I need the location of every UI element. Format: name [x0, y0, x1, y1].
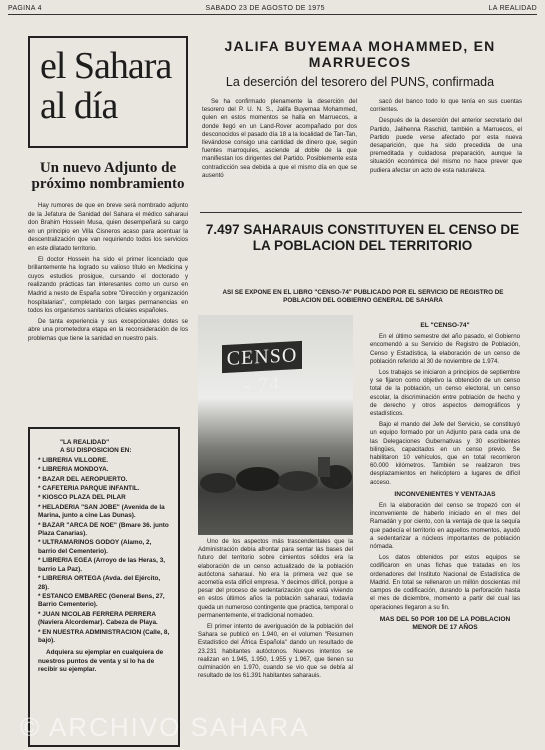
divider-rule: [200, 212, 522, 213]
archive-watermark: © ARCHIVO SAHARA: [20, 712, 310, 742]
masthead-line-1: el Sahara: [40, 45, 172, 87]
crowd-silhouette: [198, 455, 353, 495]
article1-headline: JALIFA BUYEMAA MOHAMMED, EN MARRUECOS: [224, 38, 496, 70]
section-heading-censo: EL "CENSO-74": [420, 322, 470, 329]
article2-right-column: [370, 318, 520, 635]
sales-point-item: * JUAN NICOLAB FERRERA PERRERA (Naviera Alcordemar). Cabeza de Playa.: [38, 610, 158, 627]
sales-point-item: * BAZAR DEL AEROPUERTO.: [38, 475, 128, 483]
page-header: [8, 2, 537, 15]
sales-points-box: [28, 427, 180, 747]
adjunto-body: [28, 202, 188, 344]
adjunto-paragraph: El doctor Hossein ha sido el primer licenciado que brillantemente ha logrado su valioso título en Medicina y cuyos estudios prosigue, cursando el doctorado y realizando prácticas tan interesantes como un curso en Madrid a nesto de España sobre "Dirección y organización hospitalarias", completado con largas permanencias en todos los organismos sanitarios oficiales españoles.: [28, 255, 188, 315]
article2-left-column: [198, 538, 353, 683]
sales-point-item: * LIBRERIA VILLODRE.: [38, 456, 109, 464]
sales-point-item: * BAZAR "ARCA DE NOE" (Bmare 36. junto Plaza Canarias).: [38, 521, 169, 538]
article2-paragraph: Bajo el mando del Jefe del Servicio, se constituyó un equipo formado por un Adjunto para cada una de las Delegaciones Gubernativas y 30 escribientes bilingües, capacitados en un censo previo. Se habilitaron 10 vehículos, que en total recorrieron 60.000 kilómetros. También se realizaron tres desplazamientos en helicóptero a lugares de difícil acceso.: [370, 421, 520, 486]
sales-point-item: * ESTANCO EMBAREC (General Bens, 27, Barrio Cementerio).: [38, 592, 165, 609]
article2-paragraph: Los trabajos se iniciaron a principios de septiembre y se fijaron como objetivo la obtención de un censo total de la población, un censo electoral, un censo escolar, la discriminación entre población de hecho y de derecho y otros aspectos demográficos y estadísticos.: [370, 369, 520, 418]
article2-paragraph: El primer intento de averiguación de la población del Sahara se publicó en 1.940, en el volumen "Resumen Estadístico del África Española" dando un resultado de 23.231 habitantes autóctonos. Nuevos intentos se realizan en 1.945, 1.950, 1.955 y 1.967, que tienen su culminación en 1.970, cuando se vio que se debía al resultado de los 61.391 habitantes saharauis.: [198, 623, 353, 680]
article2-headline: 7.497 SAHARAUIS CONSTITUYEN EL CENSO DE LA POBLACION DEL TERRITORIO: [205, 222, 520, 253]
issue-date: SABADO 23 DE AGOSTO DE 1975: [205, 4, 325, 12]
article1-paragraph: sacó del banco todo lo que tenía en sus cuentas corrientes.: [370, 98, 522, 114]
page-number: PAGINA 4: [8, 4, 42, 12]
article2-paragraph: Los datos obtenidos por estos equipos se codificaron en unas fichas que tratadas en los ordenadores del Instituto Nacional de Estadística de Madrid. En total se rellenaron un millón doscientas mil campos de codificación, durando la perforación hasta el mes de diciembre, momento a partir del cual las operaciones llegaron a su fin.: [370, 554, 520, 611]
adjunto-paragraph: Hay rumores de que en breve será nombrado adjunto de la Jefatura de Sanidad del Sahara el médico saharaui don Brahim Hossein Musa, quien desempeñará su cargo en un principio en Villa Cisneros acaso para acentuar la descentralización que van requiriendo todos los servicios en este dilatado territorio.: [28, 202, 188, 252]
sales-point-item: * EN NUESTRA ADMINISTRACION (Calle, 8, bajo).: [38, 628, 170, 644]
article1-paragraph: Se ha confirmado plenamente la deserción del tesorero del P. U. N. S., Jalifa Buyemaa Mohammed, quien en estos momentos se halla en Marruecos, a donde llegó en un Land-Rover acompañado por dos desconocidos el pasado día 18 a la localidad de Tan-Tan, llevándose consigo una cantidad de dinero que, según fuentes marroquíes, asciende al doble de la que manifiestan los dirigentes del Partido. Posiblemente esta contradicción sea debida a que el mismo día en que se ausentó: [202, 98, 357, 179]
article1-column-1: [202, 98, 357, 183]
adjunto-headline: Un nuevo Adjunto de próximo nombramiento: [31, 160, 185, 192]
box-subtitle: A SU DISPOSICION EN:: [60, 447, 132, 455]
article1-column-2: [370, 98, 522, 178]
article2-paragraph: En el último semestre del año pasado, el Gobierno encomendó a su Servicio de Registro de Población, Censo y Estadística, la elaboración de un censo de población referido al 30 de noviembre de 1.974.: [370, 333, 520, 365]
photo-caption-sign: CENSO - 74: [222, 341, 302, 373]
masthead-line-2: al día: [40, 85, 118, 127]
article2-paragraph: Uno de los aspectos más trascendentales que la Administración debía afrontar para sentar las bases del futuro del territorio sobre cimientos sólidos era la elaboración de un censo actualizado de la población autóctona saharaui. No era la primera vez que se acometía esta difícil empresa. Y decimos difícil, porque a pesar del proceso de sedentarización que está viviendo en estos últimos años la población saharaui, todavía queda un numeroso contingente que practica, temporal o permanentemente, el tradicional nomadeo.: [198, 538, 353, 619]
sales-point-item: * CAFETERIA PARQUE INFANTIL.: [38, 485, 140, 493]
article1-paragraph: Después de la deserción del anterior secretario del Partido, Jalihenna Raschid, también a Marruecos, el Partido puede verse afectado por esta nueva desaparición, que ha sido precedida de una premeditada y cuidadosa preparación, aunque la situación económica del mismo no hace prever que pudiera afectar un acto de esta naturaleza.: [370, 117, 522, 174]
section-heading-poblacion: MAS DEL 50 POR 100 DE LA POBLACION MENOR DE 17 AÑOS: [379, 615, 511, 631]
box-footer: Adquiera su ejemplar en cualquiera de nuestros puntos de venta y sí lo ha de recibir su ejemplar.: [38, 649, 164, 674]
box-title: "LA REALIDAD": [60, 439, 110, 446]
sales-point-item: * HELADERIA "SAN JOBE" (Avenida de la Marina, junto a cine Las Dunas).: [38, 503, 165, 520]
article2-subheadline: ASI SE EXPONE EN EL LIBRO "CENSO-74" PUBLICADO POR EL SERVICIO DE REGISTRO DE POBLACION DEL GOBIERNO GENERAL DE SAHARA: [222, 289, 504, 304]
sales-point-item: * LIBRERIA EGEA (Arroyo de las Heras, 3, barrio La Paz).: [38, 557, 166, 573]
section-heading-inconvenientes: INCONVENIENTES Y VENTAJAS: [394, 490, 496, 498]
sales-point-item: * KIOSCO PLAZA DEL PILAR: [38, 494, 126, 502]
newspaper-name: LA REALIDAD: [488, 4, 537, 12]
article2-paragraph: En la elaboración del censo se tropezó con el inconveniente de haberlo iniciado en el mes del Ramadán y por ciento, con la ventaja de que la sequía que padecía el territorio en aquellos momentos, ayudó a sedentarizar a núcleos importantes de población nómada.: [370, 502, 520, 551]
census-photo: [198, 315, 353, 535]
sales-point-item: * LIBRERIA MONDOYA.: [38, 466, 109, 474]
sales-point-item: * ULTRAMARINOS GODOY (Alamo, 2, barrio del Cementerio).: [38, 539, 152, 555]
bleed-through-text: [511, 38, 545, 128]
adjunto-paragraph: De tanta experiencia y sus excepcionales dotes se abre una prometedora etapa en la reconsideración de los problemas que tiene la sanidad en nuestro país.: [28, 317, 188, 342]
sales-points-list: [38, 457, 170, 646]
article1-subheadline: La deserción del tesorero del PUNS, confirmada: [225, 75, 495, 89]
section-masthead: [28, 36, 188, 148]
sales-point-item: * LIBRERIA ORTEGA (Avda. del Ejército, 28).: [38, 575, 161, 591]
left-column: [28, 36, 188, 346]
